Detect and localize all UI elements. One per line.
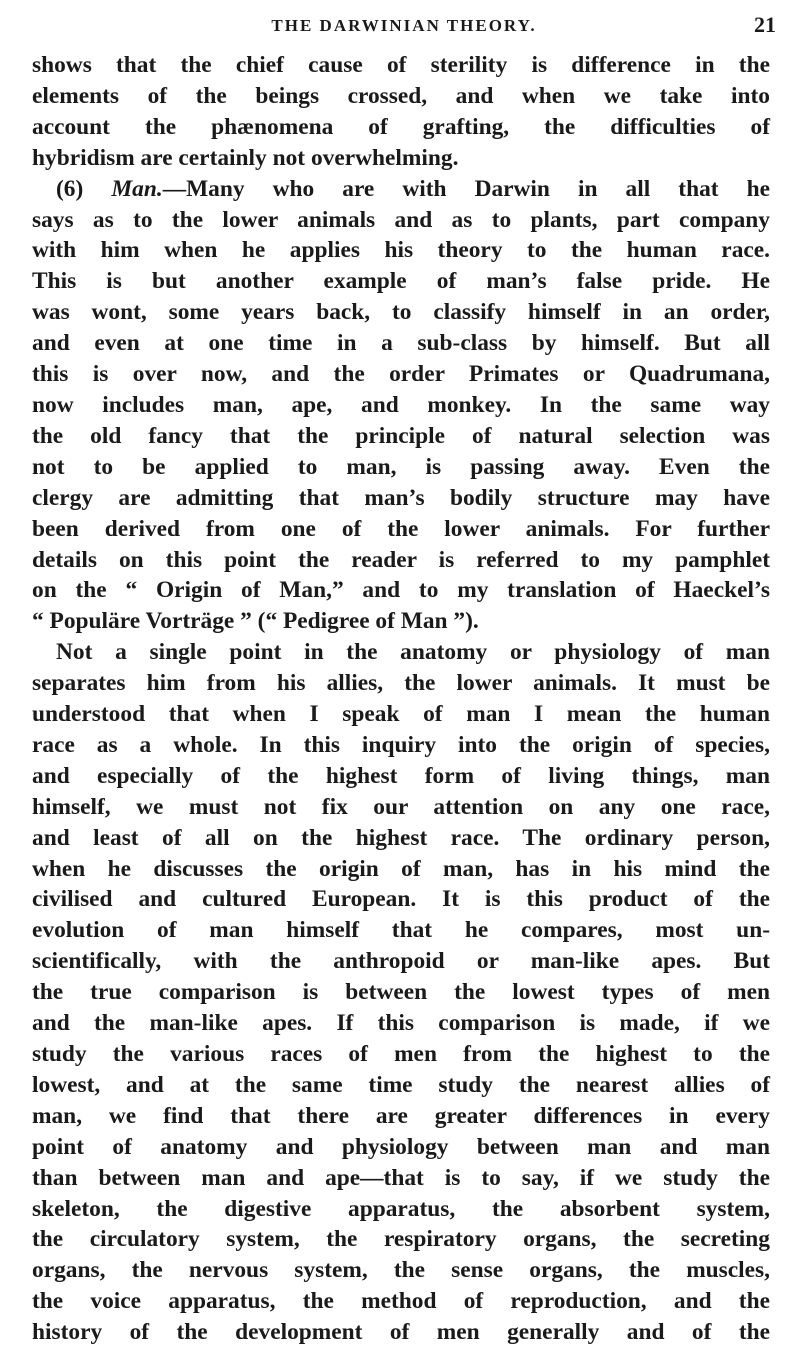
text-line: lowest, and at the same time study the nearest allies of <box>32 1071 770 1098</box>
running-head <box>32 12 776 42</box>
text-line: when he discusses the origin of man, has in his mind the <box>32 855 770 882</box>
text-line: the circulatory system, the respiratory organs, the secreting <box>32 1226 770 1253</box>
text-line: separates him from his allies, the lower animals. It must be <box>32 670 770 697</box>
text-line: This is but another example of man’s false pride. He <box>32 268 770 295</box>
text-line: point of anatomy and physiology between man and man <box>32 1133 770 1160</box>
text-line: “ Populäre Vorträge ” (“ Pedigree of Man ”). <box>32 608 479 635</box>
text-line: with him when he applies his theory to the human race. <box>32 237 770 264</box>
text-line: now includes man, ape, and monkey. In the same way <box>32 391 770 418</box>
text-line: account the phænomena of grafting, the difficulties of <box>32 113 770 140</box>
text-line: and least of all on the highest race. The ordinary person, <box>32 824 770 851</box>
text-line: hybridism are certainly not overwhelming. <box>32 144 459 171</box>
page-number: 21 <box>754 12 776 37</box>
text-line: Not a single point in the anatomy or physiology of man <box>56 639 770 666</box>
text-line: organs, the nervous system, the sense organs, the muscles, <box>32 1257 770 1284</box>
text-line: understood that when I speak of man I mean the human <box>32 701 770 728</box>
text-line: evolution of man himself that he compares, most un- <box>32 917 770 944</box>
text-line: than between man and ape—that is to say, if we study the <box>32 1164 770 1191</box>
text-line: race as a whole. In this inquiry into the origin of species, <box>32 731 770 758</box>
text-line: this is over now, and the order Primates or Quadrumana, <box>32 361 770 388</box>
text-line: shows that the chief cause of sterility is difference in the <box>32 52 770 78</box>
text-line: the old fancy that the principle of natural selection was <box>32 422 770 449</box>
running-title: THE DARWINIAN THEORY. <box>271 16 537 35</box>
text-line: scientifically, with the anthropoid or man-like apes. But <box>32 948 770 975</box>
text-line: and especially of the highest form of living things, man <box>32 762 770 789</box>
body-text <box>32 50 770 1348</box>
text-line: not to be applied to man, is passing away. Even the <box>32 453 770 480</box>
text-line: clergy are admitting that man’s bodily structure may have <box>32 484 770 511</box>
text-line: details on this point the reader is referred to my pamphlet <box>32 546 770 573</box>
text-line: on the “ Origin of Man,” and to my translation of Haeckel’s <box>32 577 770 604</box>
text-line: and even at one time in a sub-class by himself. But all <box>32 330 770 357</box>
section-heading-line: (6) Man.—Many who are with Darwin in all that he <box>56 175 770 202</box>
text-line: the true comparison is between the lowest types of men <box>32 979 770 1006</box>
text-line: man, we find that there are greater differences in every <box>32 1102 770 1129</box>
text-line: elements of the beings crossed, and when we take into <box>32 82 770 109</box>
text-line: says as to the lower animals and as to plants, part company <box>32 206 770 233</box>
text-line: been derived from one of the lower animals. For further <box>32 515 770 542</box>
text-line: and the man-like apes. If this comparison is made, if we <box>32 1010 770 1037</box>
text-line: was wont, some years back, to classify himself in an order, <box>32 299 770 326</box>
text-line: study the various races of men from the highest to the <box>32 1041 770 1067</box>
text-line: civilised and cultured European. It is this product of the <box>32 886 770 913</box>
text-line: history of the development of men generally and of the <box>32 1319 770 1346</box>
text-line: skeleton, the digestive apparatus, the absorbent system, <box>32 1195 770 1222</box>
text-line: the voice apparatus, the method of reproduction, and the <box>32 1288 770 1315</box>
text-line: himself, we must not fix our attention on any one race, <box>32 793 770 820</box>
